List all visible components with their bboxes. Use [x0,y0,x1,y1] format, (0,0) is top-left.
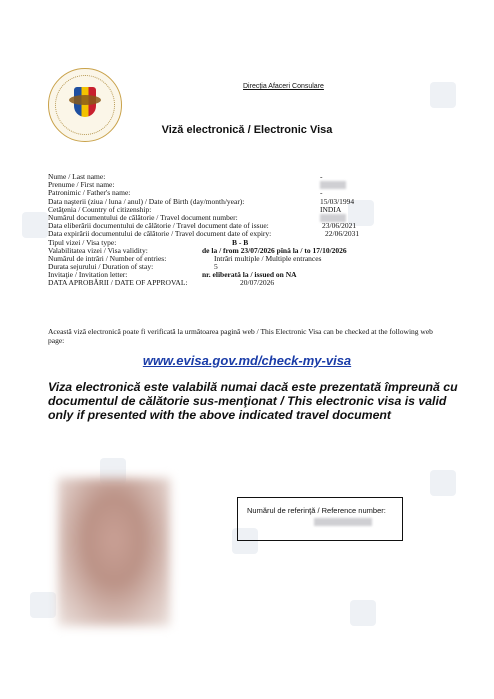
watermark-tile [30,592,56,618]
field-value: 23/06/2021 [322,221,357,231]
field-label: DATA APROBĂRII / DATE OF APPROVAL: [48,278,188,288]
verification-instructions: Această viză electronică poate fi verificată la următoarea pagină web / This Electronic Visa can be checked at the following web page: [48,327,433,345]
redacted-first-name [320,181,346,189]
redacted-reference-number [314,518,372,526]
field-label: Patronimic / Father's name: [48,188,131,198]
watermark-tile [22,212,48,238]
field-value: 5 [214,262,218,272]
watermark-tile [430,82,456,108]
field-value: B - B [232,237,249,247]
field-value: 22/06/2031 [325,229,360,239]
field-value: 15/03/1994 [320,196,355,206]
field-value: de la / from 23/07/2026 pînă la / to 17/10/2026 [202,245,347,255]
watermark-tile [350,600,376,626]
validity-warning: Viza electronică este valabilă numai dacă este prezentată împreună cu documentul de călătorie sus-menţionat / This electronic visa is valid only if presented with the above indicated travel document [48,380,458,422]
field-label: Cetăţenia / Country of citizenship: [48,204,152,214]
watermark-tile [430,470,456,496]
field-value: Intrări multiple / Multiple entrances [214,253,322,263]
holder-photo [58,478,170,626]
field-label: Numărul documentului de călătorie / Travel document number: [48,212,238,222]
field-label: Numărul de intrări / Number of entries: [48,253,167,263]
field-value: - [320,172,323,181]
field-label: Tipul vizei / Visa type: [48,237,117,247]
field-label: Data naşterii (ziua / luna / anul) / Date of Birth (day/month/year): [48,196,245,206]
field-value: INDIA [320,204,342,214]
field-label: Nume / Last name: [48,172,106,181]
field-label: Data eliberării documentului de călătorie / Travel document date of issue: [48,221,269,231]
visa-fields [48,173,448,288]
field-label: Invitaţie / Invitation letter: [48,270,128,280]
eagle-icon [69,95,101,105]
department-name: Direcţia Afaceri Consulare [243,83,324,90]
field-value: 20/07/2026 [240,278,275,288]
reference-number-box [237,497,403,541]
field-label: Durata sejurului / Duration of stay: [48,262,154,272]
reference-number-label: Numărul de referinţă / Reference number: [247,506,386,515]
page-title: Viză electronică / Electronic Visa [161,124,333,136]
verification-link[interactable]: www.evisa.gov.md/check-my-visa [142,353,352,368]
field-label: Valabilitatea vizei / Visa validity: [48,245,148,255]
field-value: nr. eliberată la / issued on NA [202,270,297,280]
field-approval-date [48,279,448,287]
field-label: Prenume / First name: [48,180,115,190]
field-value: - [320,188,323,198]
field-label: Data expirării documentului de călătorie / Travel document date of expiry: [48,229,272,239]
